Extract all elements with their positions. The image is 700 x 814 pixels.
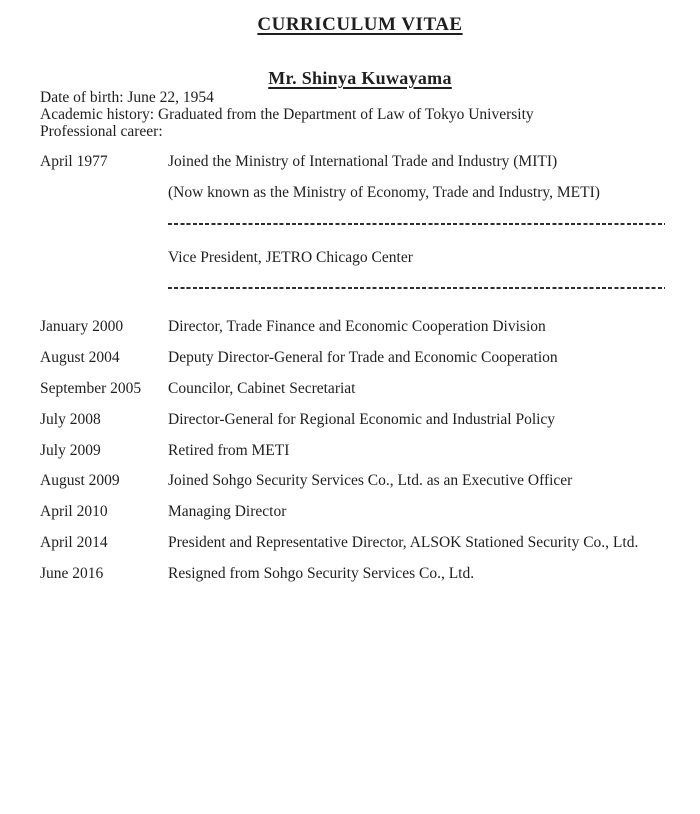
career-date: January 2000 bbox=[40, 318, 124, 336]
career-row bbox=[0, 249, 700, 280]
career-date bbox=[40, 249, 168, 280]
career-date: April 2014 bbox=[40, 533, 108, 551]
career-date bbox=[40, 184, 168, 215]
career-description: Director-General for Regional Economic and Industrial Policy bbox=[168, 410, 556, 428]
career-date: August 2009 bbox=[40, 472, 120, 490]
career-row bbox=[0, 442, 700, 473]
dashed-line bbox=[168, 287, 665, 289]
career-description: President and Representative Director, ALSOK Stationed Security Co., Ltd. bbox=[168, 533, 639, 551]
career-date: September 2005 bbox=[40, 379, 142, 397]
dashed-separator bbox=[0, 287, 700, 313]
dashed-line bbox=[168, 223, 665, 225]
career-row bbox=[0, 503, 700, 534]
dashed-separator bbox=[0, 223, 700, 249]
career-description: Vice President, JETRO Chicago Center bbox=[168, 248, 413, 266]
career-date: August 2004 bbox=[40, 349, 120, 367]
career-row bbox=[0, 184, 700, 215]
date-of-birth: Date of birth: June 22, 1954 bbox=[40, 89, 214, 106]
career-description: Retired from METI bbox=[168, 441, 290, 459]
academic-history: Academic history: Graduated from the Department of Law of Tokyo University bbox=[40, 106, 534, 123]
career-row bbox=[0, 349, 700, 380]
career-description: Resigned from Sohgo Security Services Co., Ltd. bbox=[168, 564, 475, 582]
career-date: July 2008 bbox=[40, 410, 101, 428]
person-name-text: Mr. Shinya Kuwayama bbox=[268, 68, 452, 88]
career-description: Councilor, Cabinet Secretariat bbox=[168, 379, 356, 397]
career-table bbox=[0, 153, 700, 596]
career-date: April 1977 bbox=[40, 153, 108, 170]
career-row bbox=[0, 411, 700, 442]
document-title bbox=[40, 0, 680, 35]
career-row bbox=[0, 534, 700, 565]
career-row bbox=[0, 318, 700, 349]
career-row bbox=[0, 380, 700, 411]
career-row bbox=[0, 472, 700, 503]
career-description: Joined the Ministry of International Trade and Industry (MITI) bbox=[168, 153, 558, 170]
career-date: July 2009 bbox=[40, 441, 101, 459]
career-description: Deputy Director-General for Trade and Economic Cooperation bbox=[168, 349, 558, 367]
career-description: Director, Trade Finance and Economic Cooperation Division bbox=[168, 318, 546, 336]
career-description: (Now known as the Ministry of Economy, Trade and Industry, METI) bbox=[168, 183, 600, 201]
career-description: Joined Sohgo Security Services Co., Ltd. as an Executive Officer bbox=[168, 472, 573, 490]
career-description: Managing Director bbox=[168, 503, 287, 521]
career-date: April 2010 bbox=[40, 503, 108, 521]
career-row bbox=[0, 565, 700, 596]
career-heading: Professional career: bbox=[40, 123, 163, 140]
career-date: June 2016 bbox=[40, 564, 104, 582]
person-name bbox=[40, 68, 680, 89]
document-title-text: CURRICULUM VITAE bbox=[257, 14, 463, 35]
career-row bbox=[0, 153, 700, 184]
